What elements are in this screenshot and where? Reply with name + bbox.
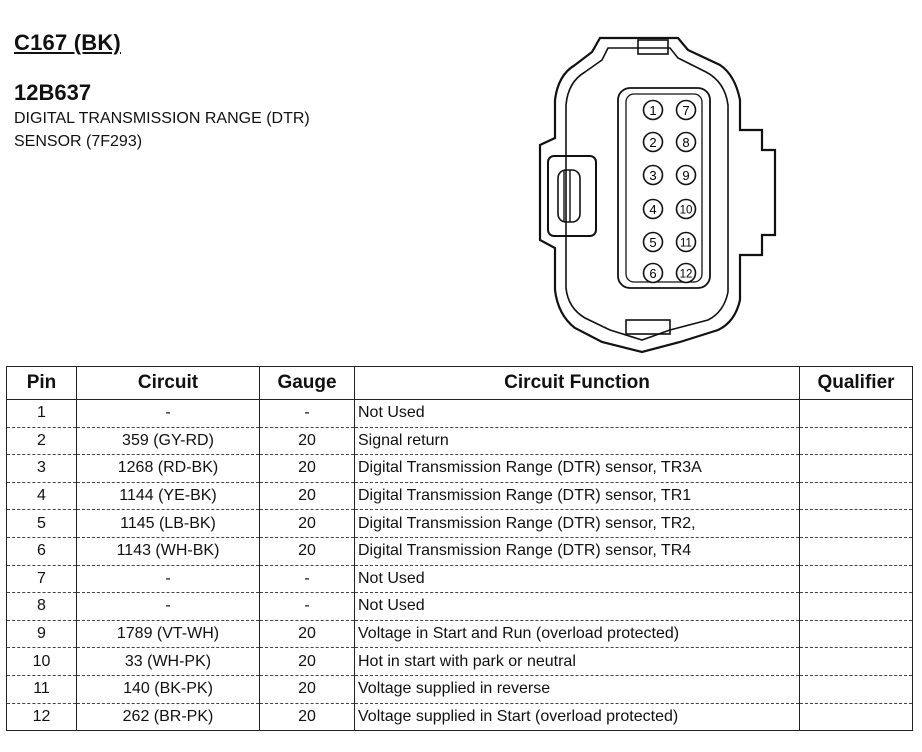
cell-qualifier [800,482,913,510]
column-header-pin: Pin [7,367,77,400]
connector-latch [548,156,596,236]
cell-qualifier [800,675,913,703]
pin-10 [677,200,696,219]
pin-3 [644,166,663,185]
cell-circuit: 262 (BR-PK) [77,703,260,731]
pin-5 [644,233,663,252]
cell-circuit: 140 (BK-PK) [77,675,260,703]
cell-gauge: 20 [260,703,355,731]
cell-qualifier [800,565,913,593]
cell-function: Voltage supplied in reverse [355,675,800,703]
cell-function: Digital Transmission Range (DTR) sensor, TR4 [355,537,800,565]
cell-pin: 8 [7,593,77,621]
cell-pin: 3 [7,455,77,483]
cell-function: Voltage in Start and Run (overload protected) [355,620,800,648]
cell-function: Digital Transmission Range (DTR) sensor, TR1 [355,482,800,510]
table-row [7,593,913,621]
pin-12 [677,264,696,283]
svg-text:6: 6 [649,266,657,281]
svg-text:12: 12 [679,268,693,281]
table-row [7,703,913,731]
cell-pin: 9 [7,620,77,648]
cell-pin: 10 [7,648,77,676]
table-row [7,482,913,510]
cell-circuit: - [77,400,260,428]
column-header-qualifier: Qualifier [800,367,913,400]
pinout-table [6,366,913,731]
connector-id: C167 (BK) [14,30,121,55]
cell-circuit: 359 (GY-RD) [77,427,260,455]
pin-6 [644,264,663,283]
cell-pin: 5 [7,510,77,538]
cell-qualifier [800,427,913,455]
svg-text:7: 7 [682,103,690,118]
table-row [7,510,913,538]
cell-circuit: - [77,565,260,593]
cell-qualifier [800,703,913,731]
cell-function: Not Used [355,565,800,593]
table-row [7,675,913,703]
cell-pin: 7 [7,565,77,593]
connector-face-diagram [530,30,780,355]
cell-gauge: - [260,593,355,621]
cell-circuit: 1268 (RD-BK) [77,455,260,483]
connector-latch-inner [558,170,580,222]
svg-text:3: 3 [649,168,657,183]
cell-qualifier [800,510,913,538]
connector-inner-wall [566,48,728,340]
cell-circuit: 1144 (YE-BK) [77,482,260,510]
cell-qualifier [800,648,913,676]
cell-qualifier [800,400,913,428]
connector-top-key [638,40,668,54]
cell-qualifier [800,620,913,648]
component-description-line1: DIGITAL TRANSMISSION RANGE (DTR) [14,110,310,127]
cell-function: Digital Transmission Range (DTR) sensor, TR3A [355,455,800,483]
table-row [7,400,913,428]
table-row [7,565,913,593]
table-row [7,620,913,648]
pin-9 [677,166,696,185]
pin-cavity-block [618,88,710,288]
pin-11 [677,233,696,252]
cell-gauge: 20 [260,482,355,510]
cell-circuit: 1143 (WH-BK) [77,537,260,565]
cell-gauge: 20 [260,510,355,538]
cell-circuit: 33 (WH-PK) [77,648,260,676]
cell-qualifier [800,593,913,621]
pin-2 [644,133,663,152]
cell-function: Signal return [355,427,800,455]
cell-gauge: 20 [260,648,355,676]
cell-function: Hot in start with park or neutral [355,648,800,676]
svg-text:5: 5 [649,235,657,250]
cell-pin: 4 [7,482,77,510]
table-header-row [7,367,913,400]
cell-function: Not Used [355,593,800,621]
cell-pin: 2 [7,427,77,455]
cell-gauge: - [260,565,355,593]
column-header-gauge: Gauge [260,367,355,400]
cell-pin: 1 [7,400,77,428]
svg-text:11: 11 [680,237,692,250]
component-description-line2: SENSOR (7F293) [14,133,143,150]
pin-4 [644,200,663,219]
cell-gauge: 20 [260,675,355,703]
cell-qualifier [800,455,913,483]
cell-function: Voltage supplied in Start (overload protected) [355,703,800,731]
cell-gauge: 20 [260,537,355,565]
cell-gauge: 20 [260,427,355,455]
pin-1 [644,101,663,120]
svg-text:9: 9 [682,168,690,183]
cell-circuit: - [77,593,260,621]
part-number: 12B637 [14,80,92,105]
svg-text:2: 2 [649,135,657,150]
column-header-circuit: Circuit [77,367,260,400]
column-header-circuit-function: Circuit Function [355,367,800,400]
cell-function: Not Used [355,400,800,428]
pin-8 [677,133,696,152]
cell-gauge: - [260,400,355,428]
connector-housing-outline [540,38,775,352]
cell-circuit: 1145 (LB-BK) [77,510,260,538]
pin-7 [677,101,696,120]
table-row [7,427,913,455]
table-row [7,537,913,565]
cell-function: Digital Transmission Range (DTR) sensor, TR2, [355,510,800,538]
cell-gauge: 20 [260,455,355,483]
svg-text:1: 1 [649,103,657,118]
table-row [7,648,913,676]
svg-text:10: 10 [679,204,693,217]
cell-pin: 6 [7,537,77,565]
cell-gauge: 20 [260,620,355,648]
cell-circuit: 1789 (VT-WH) [77,620,260,648]
svg-text:4: 4 [649,202,657,217]
cell-qualifier [800,537,913,565]
table-row [7,455,913,483]
cell-pin: 12 [7,703,77,731]
svg-text:8: 8 [682,135,690,150]
cell-pin: 11 [7,675,77,703]
